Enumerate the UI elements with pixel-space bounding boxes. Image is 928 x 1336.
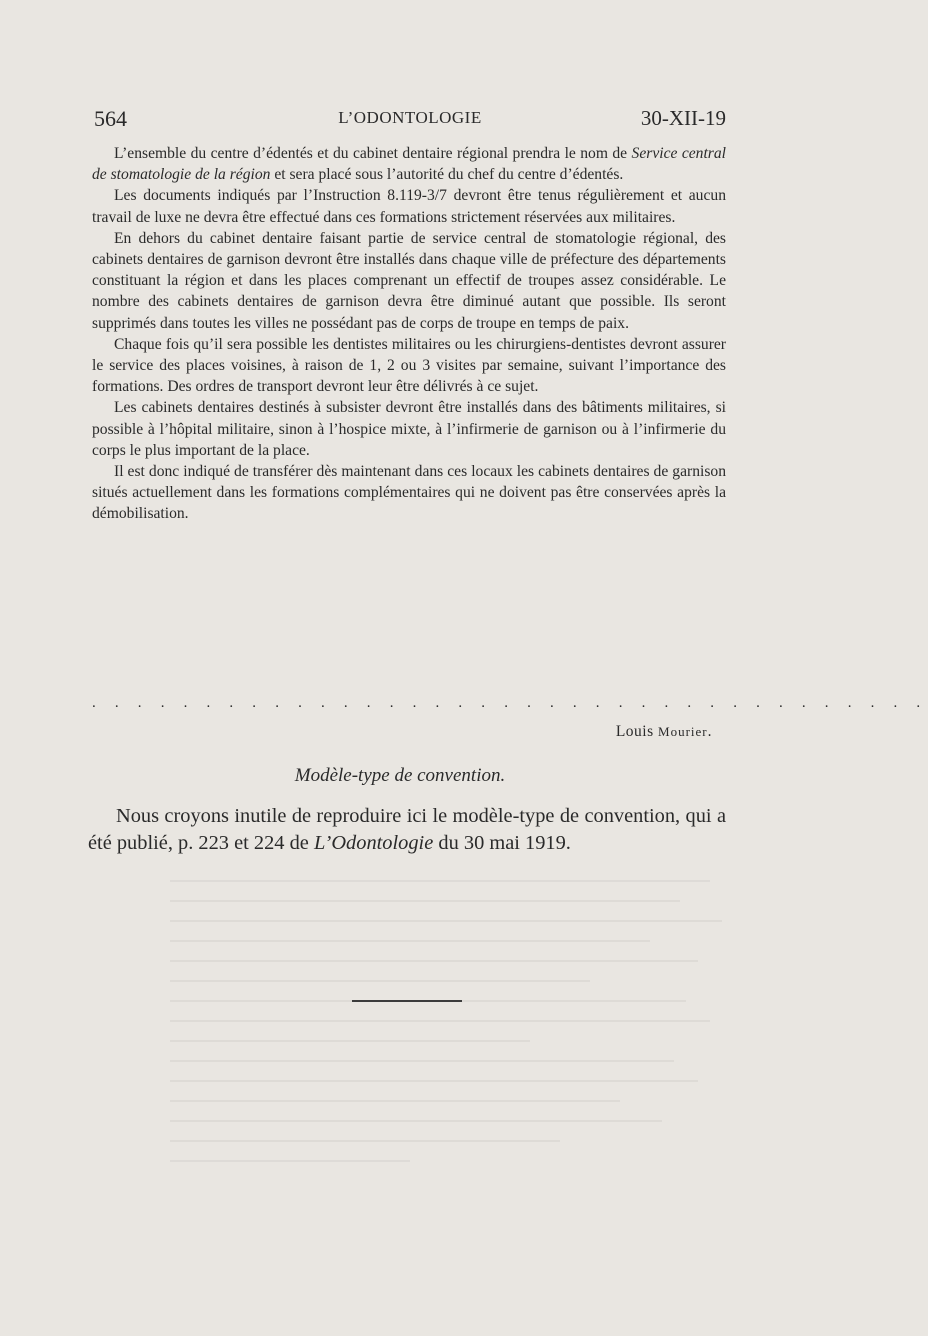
paragraph-6: Il est donc indiqué de transférer dès maintenant dans ces locaux les cabinets dentaires de garnison situés actuellement dans les formations complémentaires qui ne doivent pas être conservées après la démobilisation. [92, 463, 726, 523]
page-number: 564 [94, 106, 127, 131]
closing-start: Nous croyons inutile de reproduire ici le modèle-type de convention, qui a été publié, p. 223 et 224 de [88, 805, 726, 854]
article-body [92, 143, 726, 525]
closing-end: du 30 mai 1919. [433, 831, 571, 854]
running-header [94, 106, 726, 136]
closing-paragraph [88, 803, 726, 856]
journal-reference: L’Odontologie [313, 831, 434, 854]
show-through-texture [170, 880, 770, 1240]
service-name: Service central de stomatologie de la région [92, 145, 727, 184]
paragraph-3: En dehors du cabinet dentaire faisant partie de service central de stomatologie régional, des cabinets dentaires de garnison devront être installés dans chaque ville de préfecture des départements constituant la région et dans les places comprenant un effectif de troupes assez considérable. Le nombre des cabinets dentaires de garnison devra être diminué autant que possible. Ils seront supprimés dans toutes les villes ne possédant pas de corps de troupe en temps de paix. [92, 229, 726, 332]
paragraph-1 [92, 143, 726, 185]
closing-paragraph-block [88, 803, 726, 856]
paragraph-2: Les documents indiqués par l’Instruction 8.119-3/7 devront être tenus régulièrement et aucun travail de luxe ne devra être effectué dans ces formations strictement réservées aux militaires. [92, 187, 726, 226]
signature-period: . [707, 723, 712, 740]
section-title: Modèle-type de convention. [294, 765, 506, 786]
journal-title: L’ODONTOLOGIE [338, 108, 482, 127]
paragraph-1-end: et sera placé sous l’autorité du chef du centre d’édentés. [270, 166, 624, 184]
paragraph-5: Les cabinets dentaires destinés à subsister devront être installés dans des bâtiments militaires, si possible à l’hôpital militaire, sinon à l’hospice mixte, à l’infirmerie de garnison ou à l’infirmerie du corps le plus important de la place. [92, 399, 726, 459]
author-last-name: Mourier [658, 724, 708, 739]
author-signature [616, 723, 712, 741]
issue-date: 30-XII-19 [640, 106, 726, 130]
dotted-separator: . . . . . . . . . . . . . . . . . . . . . . . . . . . . . . . . . . . . . [92, 695, 928, 711]
author-first-name: Louis [615, 723, 659, 740]
paragraph-4: Chaque fois qu’il sera possible les dentistes militaires ou les chirurgiens-dentistes devront assurer le service des places voisines, à raison de 1, 2 ou 3 visites par semaine, suivant l’importance des formations. Des ordres de transport devront leur être délivrés à ce sujet. [92, 335, 726, 396]
paragraph-1-start: L’ensemble du centre d’édentés et du cabinet dentaire régional prendra le nom de [114, 145, 632, 162]
